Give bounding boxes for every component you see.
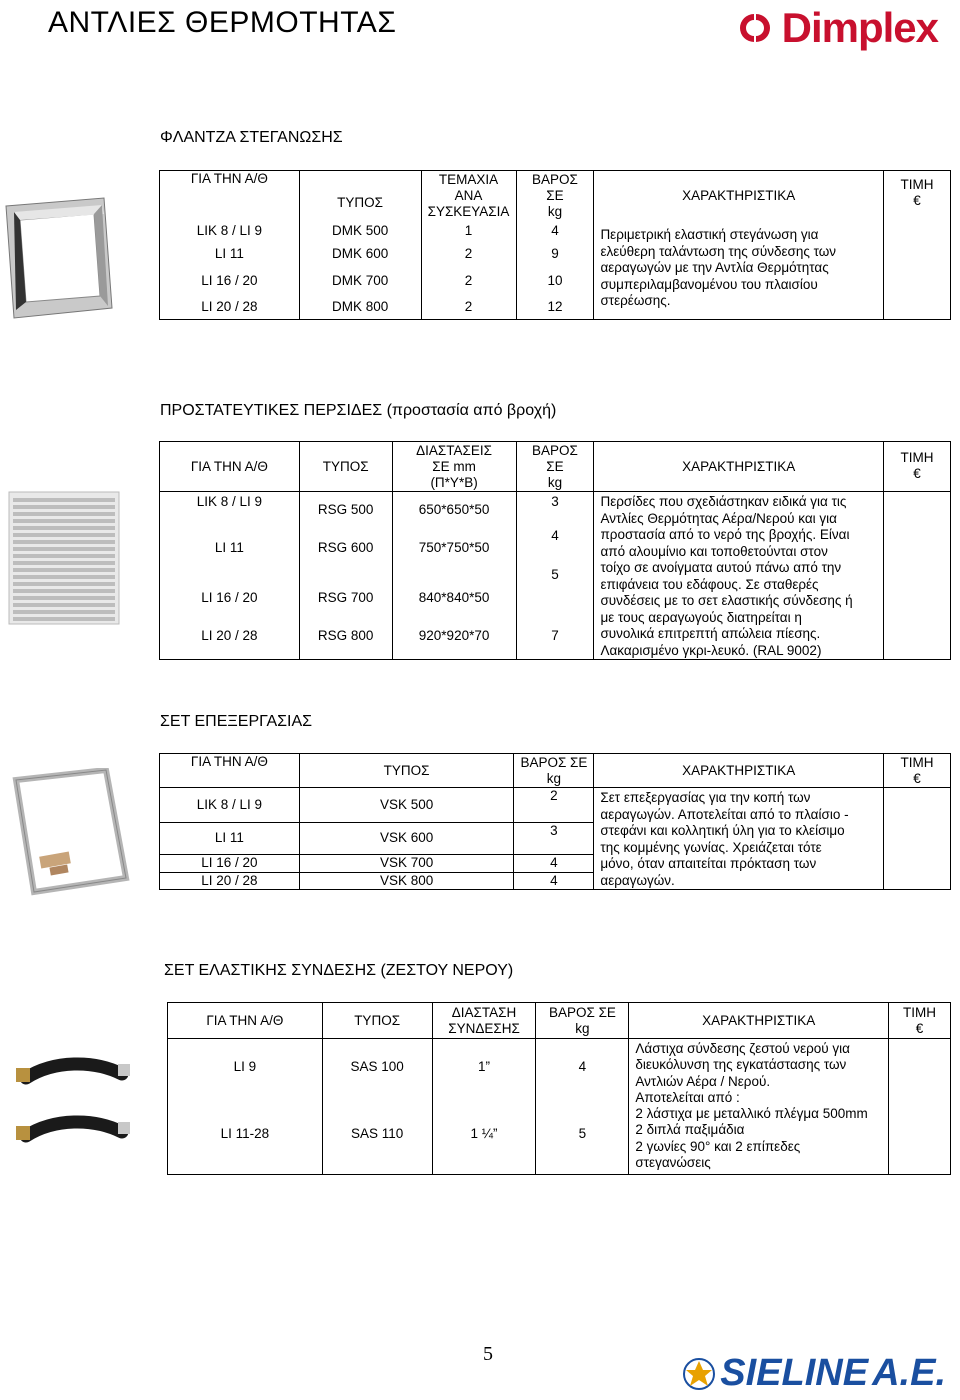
cell-weight: 4: [516, 528, 594, 567]
table-row: [160, 492, 951, 529]
cell-for: LI 20 / 28: [160, 612, 300, 659]
section-title-gasket: ΦΛΑΝΤΖΑ ΣΤΕΓΑΝΩΣΗΣ: [160, 129, 343, 146]
cell-type: RSG 600: [299, 528, 392, 567]
desc-line: Λάστιχα σύνδεσης ζεστού νερού για: [635, 1041, 850, 1056]
louvre-slat: [13, 554, 115, 558]
louvre-slat: [13, 617, 115, 621]
col-header-type: ΤΥΠΟΣ: [337, 195, 384, 210]
desc-line: Περιμετρική ελαστική στεγάνωση για: [600, 227, 819, 242]
cell-weight: 2: [514, 788, 594, 823]
cell-type: VSK 700: [299, 855, 514, 872]
desc-line: της κομμένης γωνίας. Χρειάζεται τότε: [600, 839, 822, 855]
col-header-price: ΤΙΜΗ: [900, 177, 934, 192]
cell-for: LIK 8 / LI 9: [160, 788, 300, 823]
company-suffix: Α.Ε.: [872, 1352, 946, 1394]
cell-pcs: 2: [421, 267, 516, 295]
gasket-table: [159, 170, 951, 320]
louvre-slat: [13, 498, 115, 502]
sieline-emblem-icon: [682, 1357, 716, 1391]
col-header-weight: ΒΑΡΟΣ ΣΕ: [520, 754, 588, 770]
processing-set-table: [159, 753, 951, 890]
dimplex-logo: [734, 4, 938, 52]
desc-line: ελεύθερη ταλάντωση της σύνδεσης των: [600, 243, 837, 259]
currency-symbol: €: [913, 466, 921, 481]
desc-line: στερέωσης.: [600, 293, 671, 308]
cell-for: LI 11: [160, 822, 300, 855]
table-row: [168, 1039, 951, 1095]
col-header-pcs: ΤΕΜΑΧΙΑ: [438, 172, 499, 187]
sieline-logo: [682, 1352, 946, 1395]
cell-weight: 10: [516, 267, 594, 295]
col-header-price: ΤΙΜΗ: [903, 1004, 936, 1020]
col-header-weight-unit: kg: [546, 770, 562, 786]
cell-weight: 5: [516, 567, 594, 612]
cell-for: LIK 8 / LI 9: [160, 221, 300, 241]
col-header-weight: ΒΑΡΟΣ ΣΕ: [548, 1004, 616, 1020]
cell-dim: 1”: [432, 1039, 536, 1095]
louvre-slat: [13, 561, 115, 565]
louvre-slat: [13, 610, 115, 614]
louvre-slat: [13, 505, 115, 509]
desc-line: διευκόλυνση της εγκατάστασης των: [635, 1057, 847, 1073]
desc-line: τοίχο σε ανοίγματα αυτού πάνω από την: [600, 560, 842, 575]
table-row: [160, 788, 951, 823]
desc-line: 2 λάστιχα με μεταλλικό πλέγμα 500mm: [635, 1106, 868, 1122]
desc-line: Λακαρισμένο γκρι-λευκό. (RAL 9002): [600, 642, 822, 658]
col-header-weight-unit: kg: [547, 204, 563, 219]
col-header-dim: ΣΥΝΔΕΣΗΣ: [448, 1020, 520, 1036]
col-header-price: ΤΙΜΗ: [900, 754, 934, 770]
desc-line: Σετ επεξεργασίας για την κοπή των: [600, 790, 811, 805]
col-header-dim: ΣΕ mm: [432, 458, 476, 474]
col-header-weight-unit: kg: [547, 474, 563, 490]
cell-type: VSK 600: [299, 822, 514, 855]
desc-line: αεραγωγών με την Αντλία Θερμότητας: [600, 260, 829, 275]
cell-for: LI 20 / 28: [160, 872, 300, 889]
desc-line: συνδέσεις με το σετ ελαστικής σύνδεσης ή: [600, 593, 853, 608]
col-header-type: ΤΥΠΟΣ: [354, 1012, 401, 1028]
col-header-desc: ΧΑΡΑΚΤΗΡΙΣΤΙΚΑ: [702, 1012, 816, 1028]
louvre-slat: [13, 596, 115, 600]
currency-symbol: €: [913, 770, 921, 786]
cell-type: SAS 110: [322, 1095, 432, 1175]
louvre-slat: [13, 575, 115, 579]
col-header-type: ΤΥΠΟΣ: [383, 762, 430, 778]
cell-type: DMK 700: [299, 267, 421, 295]
desc-line: συμπεριλαμβανομένου του πλαισίου: [600, 276, 818, 292]
cell-type: DMK 500: [299, 221, 421, 241]
louvre-slat: [13, 512, 115, 516]
desc-line: μόνο, όταν απαιτείται πρόκταση των: [600, 856, 817, 871]
cell-dim: 650*650*50: [392, 492, 516, 529]
page-number: 5: [483, 1343, 493, 1365]
louvre-slat: [13, 603, 115, 607]
desc-line: συνολικά επιτρεπτή απώλεια πίεσης.: [600, 626, 821, 641]
col-header-desc: ΧΑΡΑΚΤΗΡΙΣΤΙΚΑ: [682, 188, 796, 203]
louvre-slat: [13, 533, 115, 537]
cell-pcs: 2: [421, 241, 516, 267]
cell-weight: 4: [536, 1039, 629, 1095]
col-header-desc: ΧΑΡΑΚΤΗΡΙΣΤΙΚΑ: [682, 762, 796, 778]
louvre-slat: [13, 519, 115, 523]
col-header-for: ΓΙΑ ΤΗΝ Α/Θ: [190, 754, 268, 769]
desc-line: Αντλίες Θερμότητας Αέρα/Νερού και για: [600, 510, 837, 526]
desc-line: αεραγωγών. Αποτελείται από το πλαίσιο -: [600, 806, 849, 822]
desc-line: Αντλιών Αέρα / Νερού.: [635, 1073, 771, 1089]
cell-for: LI 11: [160, 528, 300, 567]
desc-line: με τους αεραγωγούς διατηρείται η: [600, 609, 802, 625]
col-header-weight: ΒΑΡΟΣ ΣΕ: [532, 172, 578, 203]
cell-type: RSG 800: [299, 612, 392, 659]
desc-line: Αποτελείται από :: [635, 1089, 740, 1105]
cell-type: VSK 800: [299, 872, 514, 889]
cell-type: DMK 600: [299, 241, 421, 267]
cell-pcs: 2: [421, 295, 516, 319]
desc-line: αεραγωγών.: [600, 872, 675, 888]
desc-line: από αλουμίνιο και τοποθετούνται στον: [600, 543, 828, 559]
desc-line: στεφάνι και κολλητική ύλη για το κλείσιμο: [600, 823, 845, 838]
cell-weight: 4: [516, 221, 594, 241]
section-title-processing-set: ΣΕΤ ΕΠΕΞΕΡΓΑΣΙΑΣ: [160, 713, 313, 730]
cell-for: LI 16 / 20: [160, 267, 300, 295]
louvre-slat: [13, 526, 115, 530]
cell-dim: 750*750*50: [392, 528, 516, 567]
cell-for: LI 20 / 28: [160, 295, 300, 319]
louvre-table: [159, 441, 951, 660]
col-header-pcs: ΑΝΑ: [454, 188, 483, 203]
section-title-louvres: ΠΡΟΣΤΑΤΕΥΤΙΚΕΣ ΠΕΡΣΙΔΕΣ (προστασία από βροχή): [160, 402, 557, 419]
cell-type: DMK 800: [299, 295, 421, 319]
cell-dim: 1 ¼”: [432, 1095, 536, 1175]
desc-line: 2 διπλά παξιμάδια: [635, 1122, 745, 1138]
currency-symbol: €: [913, 193, 921, 208]
cell-weight: 5: [536, 1095, 629, 1175]
section-title-flex-connection: ΣΕΤ ΕΛΑΣΤΙΚΗΣ ΣΥΝΔΕΣΗΣ (ΖΕΣΤΟΥ ΝΕΡΟΥ): [164, 962, 514, 979]
cell-for: LI 11-28: [168, 1095, 323, 1175]
currency-symbol: €: [915, 1020, 924, 1036]
louvre-slat: [13, 589, 115, 593]
cell-weight: 7: [516, 612, 594, 659]
cell-type: SAS 100: [322, 1039, 432, 1095]
col-header-for: ΓΙΑ ΤΗΝ Α/Θ: [190, 171, 268, 186]
col-header-dim: (Π*Υ*Β): [430, 474, 478, 490]
table-row: [160, 221, 951, 241]
gasket-frame-image: [4, 196, 114, 320]
cell-weight: 4: [514, 872, 594, 889]
desc-line: προστασία από το νερό της βροχής. Είναι: [600, 527, 850, 542]
cell-type: RSG 700: [299, 567, 392, 612]
cell-for: LIK 8 / LI 9: [160, 492, 300, 529]
louvre-slat: [13, 568, 115, 572]
dimplex-emblem-icon: [734, 10, 776, 46]
cell-weight: 3: [516, 492, 594, 529]
louvre-slat: [13, 582, 115, 586]
col-header-pcs: ΣΥΣΚΕΥΑΣΙΑ: [427, 204, 510, 219]
cell-weight: 3: [514, 822, 594, 855]
col-header-weight: ΒΑΡΟΣ ΣΕ: [532, 442, 578, 474]
col-header-type: ΤΥΠΟΣ: [322, 458, 369, 474]
col-header-weight-unit: kg: [575, 1020, 590, 1036]
cell-weight: 4: [514, 855, 594, 872]
cell-dim: 920*920*70: [392, 612, 516, 659]
col-header-dim: ΔΙΑΣΤΑΣΗ: [451, 1004, 517, 1020]
desc-line: 2 γωνίες 90° και 2 επίπεδες: [635, 1138, 801, 1154]
col-header-desc: ΧΑΡΑΚΤΗΡΙΣΤΙΚΑ: [682, 458, 796, 474]
desc-line: στεγανώσεις: [635, 1155, 711, 1171]
cell-type: VSK 500: [299, 788, 514, 823]
cell-pcs: 1: [421, 221, 516, 241]
cell-for: LI 16 / 20: [160, 567, 300, 612]
cell-weight: 9: [516, 241, 594, 267]
page-title: ΑΝΤΛΙΕΣ ΘΕΡΜΟΤΗΤΑΣ: [48, 6, 397, 39]
louvre-slat: [13, 547, 115, 551]
louvre-slat: [13, 540, 115, 544]
col-header-for: ΓΙΑ ΤΗΝ Α/Θ: [206, 1012, 284, 1028]
desc-line: Περσίδες που σχεδιάστηκαν ειδικά για τις: [600, 494, 847, 509]
flex-hose-image: [14, 1052, 132, 1172]
processing-frame-image: [10, 768, 130, 896]
brand-name: Dimplex: [781, 4, 938, 51]
col-header-for: ΓΙΑ ΤΗΝ Α/Θ: [190, 458, 268, 474]
cell-type: RSG 500: [299, 492, 392, 529]
cell-for: LI 9: [168, 1039, 323, 1095]
col-header-price: ΤΙΜΗ: [900, 450, 934, 465]
cell-dim: 840*840*50: [392, 567, 516, 612]
desc-line: επιφάνεια του εδάφους. Σε σταθερές: [600, 576, 819, 592]
col-header-dim: ΔΙΑΣΤΑΣΕΙΣ: [416, 442, 492, 458]
flex-connection-table: [167, 1002, 951, 1175]
cell-for: LI 11: [160, 241, 300, 267]
cell-for: LI 16 / 20: [160, 855, 300, 872]
louvre-grille-image: [5, 488, 123, 628]
company-name: SIELINE: [720, 1352, 869, 1394]
cell-weight: 12: [516, 295, 594, 319]
